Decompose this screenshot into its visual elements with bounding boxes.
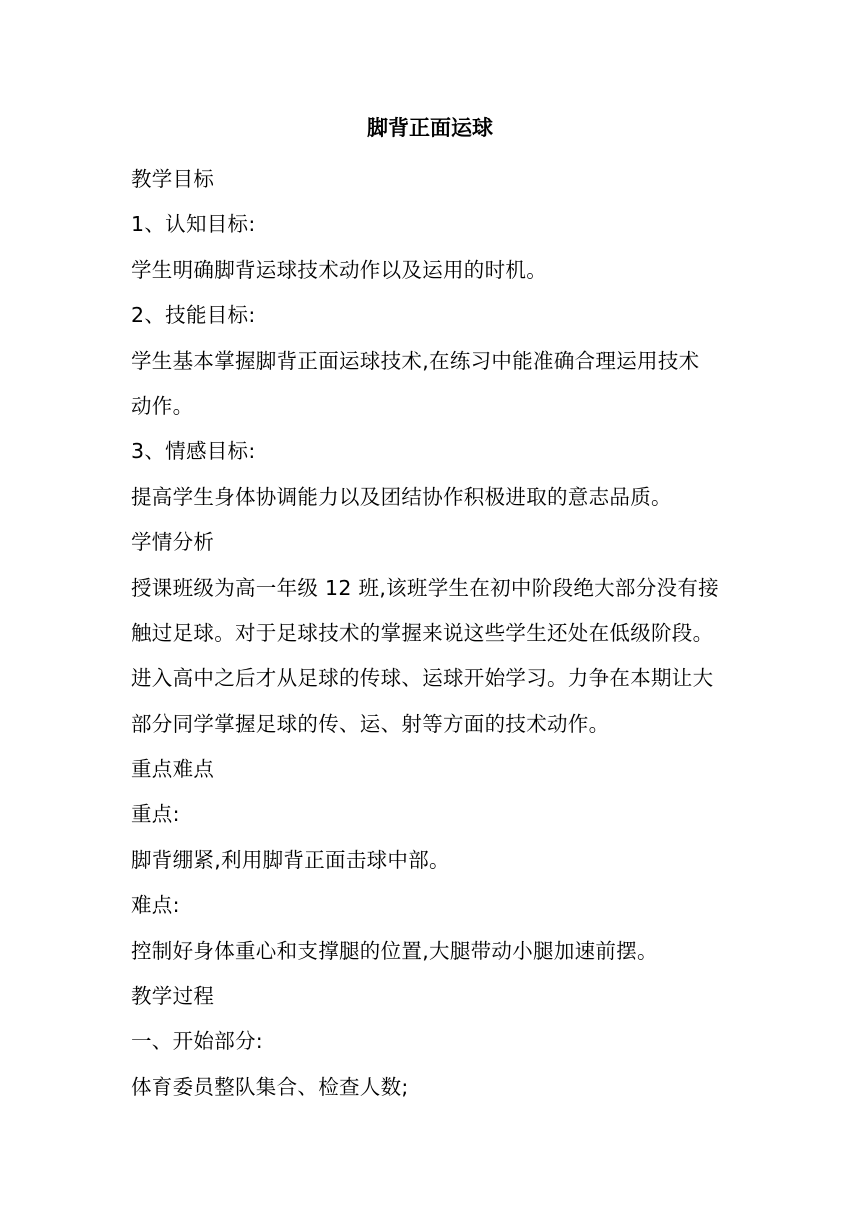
paragraph-line: 控制好身体重心和支撑腿的位置,大腿带动小腿加速前摆。	[131, 938, 658, 963]
paragraph-line: 脚背绷紧,利用脚背正面击球中部。	[131, 847, 450, 872]
subheading-emotional-goal: 3、情感目标:	[131, 439, 256, 464]
paragraph-line: 部分同学掌握足球的传、运、射等方面的技术动作。	[131, 711, 610, 736]
subheading-key-point: 重点:	[131, 802, 180, 827]
paragraph-line: 学生明确脚背运球技术动作以及运用的时机。	[131, 257, 547, 282]
paragraph-line: 学生基本掌握脚背正面运球技术,在练习中能准确合理运用技术	[131, 348, 700, 373]
document-title: 脚背正面运球	[367, 116, 493, 140]
paragraph-line: 提高学生身体协调能力以及团结协作积极进取的意志品质。	[131, 484, 672, 509]
document-body	[131, 157, 731, 1110]
heading-teaching-goals: 教学目标	[131, 167, 215, 191]
paragraph-line: 动作。	[131, 393, 194, 418]
paragraph-line: 触过足球。对于足球技术的掌握来说这些学生还处在低级阶段。	[131, 620, 714, 645]
subheading-opening-part: 一、开始部分:	[131, 1029, 264, 1054]
paragraph-line: 授课班级为高一年级 12 班,该班学生在初中阶段绝大部分没有接	[131, 575, 719, 600]
heading-key-difficult-points: 重点难点	[131, 757, 215, 782]
paragraph-line: 体育委员整队集合、检查人数;	[131, 1074, 409, 1099]
subheading-difficult-point: 难点:	[131, 893, 180, 918]
subheading-skill-goal: 2、技能目标:	[131, 303, 256, 328]
heading-learner-analysis: 学情分析	[131, 530, 215, 555]
subheading-cognitive-goal: 1、认知目标:	[131, 212, 256, 237]
paragraph-line: 进入高中之后才从足球的传球、运球开始学习。力争在本期让大	[131, 666, 714, 691]
heading-teaching-process: 教学过程	[131, 984, 215, 1009]
